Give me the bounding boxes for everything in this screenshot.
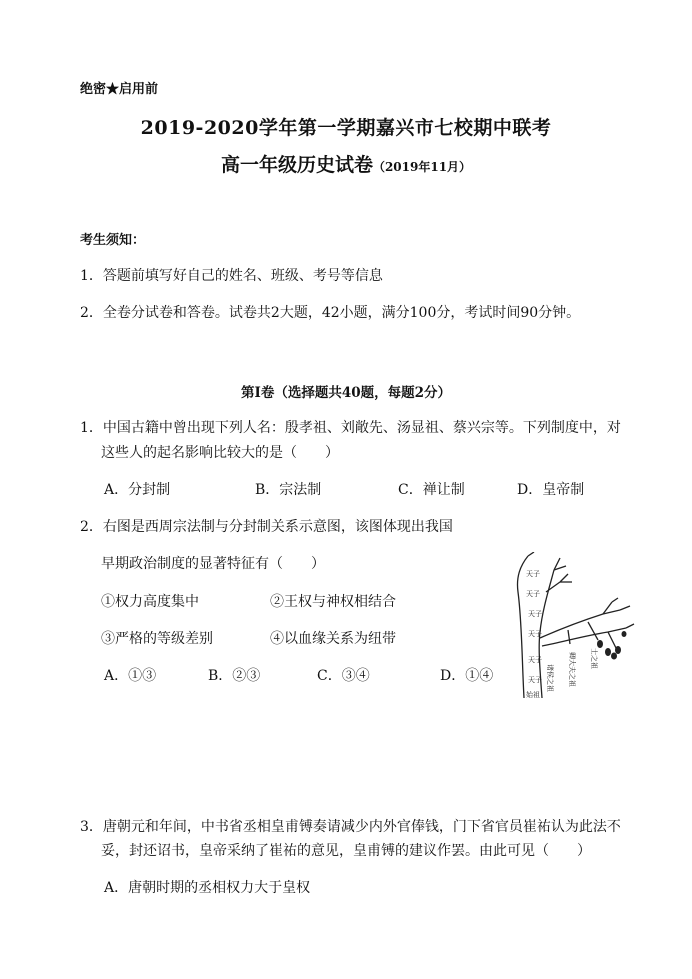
q2-option-c: C．③④ — [317, 668, 370, 684]
tree-label-trunk-4: 天子 — [528, 630, 542, 638]
q2-option-d: D．①④ — [440, 668, 494, 684]
q1-stem-line1: 1．中国古籍中曾出现下列人名：殷孝祖、刘敞先、汤显祖、蔡兴宗等。下列制度中，对 — [80, 420, 621, 436]
subtitle-date: （2019年11月） — [372, 160, 472, 174]
notice-item-2: 2．全卷分试卷和答卷。试卷共2大题，42小题，满分100分，考试时间90分钟。 — [80, 305, 581, 321]
subtitle-main: 高一年级历史试卷 — [220, 154, 373, 176]
q3-option-a: A．唐朝时期的丞相权力大于皇权 — [104, 880, 311, 896]
tree-label-trunk-1: 天子 — [526, 570, 540, 578]
tree-label-trunk-2: 天子 — [526, 590, 540, 598]
q1-stem-line2: 这些人的起名影响比较大的是（ ） — [101, 445, 339, 461]
confidential-mark: 绝密★启用前 — [80, 82, 159, 97]
section-heading: 第Ⅰ卷（选择题共40题，每题2分） — [241, 385, 451, 401]
q2-statement-4: ④以血缘关系为纽带 — [270, 631, 396, 647]
q3-stem-line2: 妥，封还诏书，皇帝采纳了崔祐的意见，皇甫镈的建议作罢。由此可见（ ） — [101, 843, 591, 859]
notice-item-1: 1．答题前填写好自己的姓名、班级、考号等信息 — [80, 268, 383, 284]
zongfa-tree-diagram — [508, 552, 636, 698]
q3-stem-line1: 3．唐朝元和年间，中书省丞相皇甫镈奏请减少内外官俸钱，门下省官员崔祐认为此法不 — [80, 819, 621, 835]
q1-option-a: A．分封制 — [104, 482, 171, 498]
q2-option-b: B．②③ — [208, 668, 261, 684]
tree-label-branch3: 士之祖 — [590, 648, 598, 669]
q2-stem-line2: 早期政治制度的显著特征有（ ） — [101, 556, 325, 572]
tree-label-trunk-6: 天子 — [528, 676, 542, 684]
q2-statement-3: ③严格的等级差别 — [101, 631, 213, 647]
exam-subtitle — [0, 150, 692, 177]
tree-label-branch2: 卿大夫之祖 — [568, 652, 576, 687]
tree-label-trunk-3: 天子 — [528, 610, 542, 618]
q1-option-b: B．宗法制 — [255, 482, 322, 498]
q2-statement-2: ②王权与神权相结合 — [270, 594, 396, 610]
q1-option-c: C．禅让制 — [398, 482, 465, 498]
tree-label-branch1: 诸侯之祖 — [546, 664, 554, 692]
q1-option-d: D．皇帝制 — [517, 482, 585, 498]
q2-stem-line1: 2．右图是西周宗法制与分封制关系示意图，该图体现出我国 — [80, 519, 453, 535]
q2-option-a: A．①③ — [104, 668, 157, 684]
q2-statement-1: ①权力高度集中 — [101, 594, 199, 610]
notice-heading: 考生须知： — [80, 233, 146, 248]
tree-label-trunk-5: 天子 — [528, 656, 542, 664]
exam-title: 2019-2020学年第一学期嘉兴市七校期中联考 — [140, 117, 552, 139]
tree-label-founder: 始祖 — [526, 691, 540, 698]
